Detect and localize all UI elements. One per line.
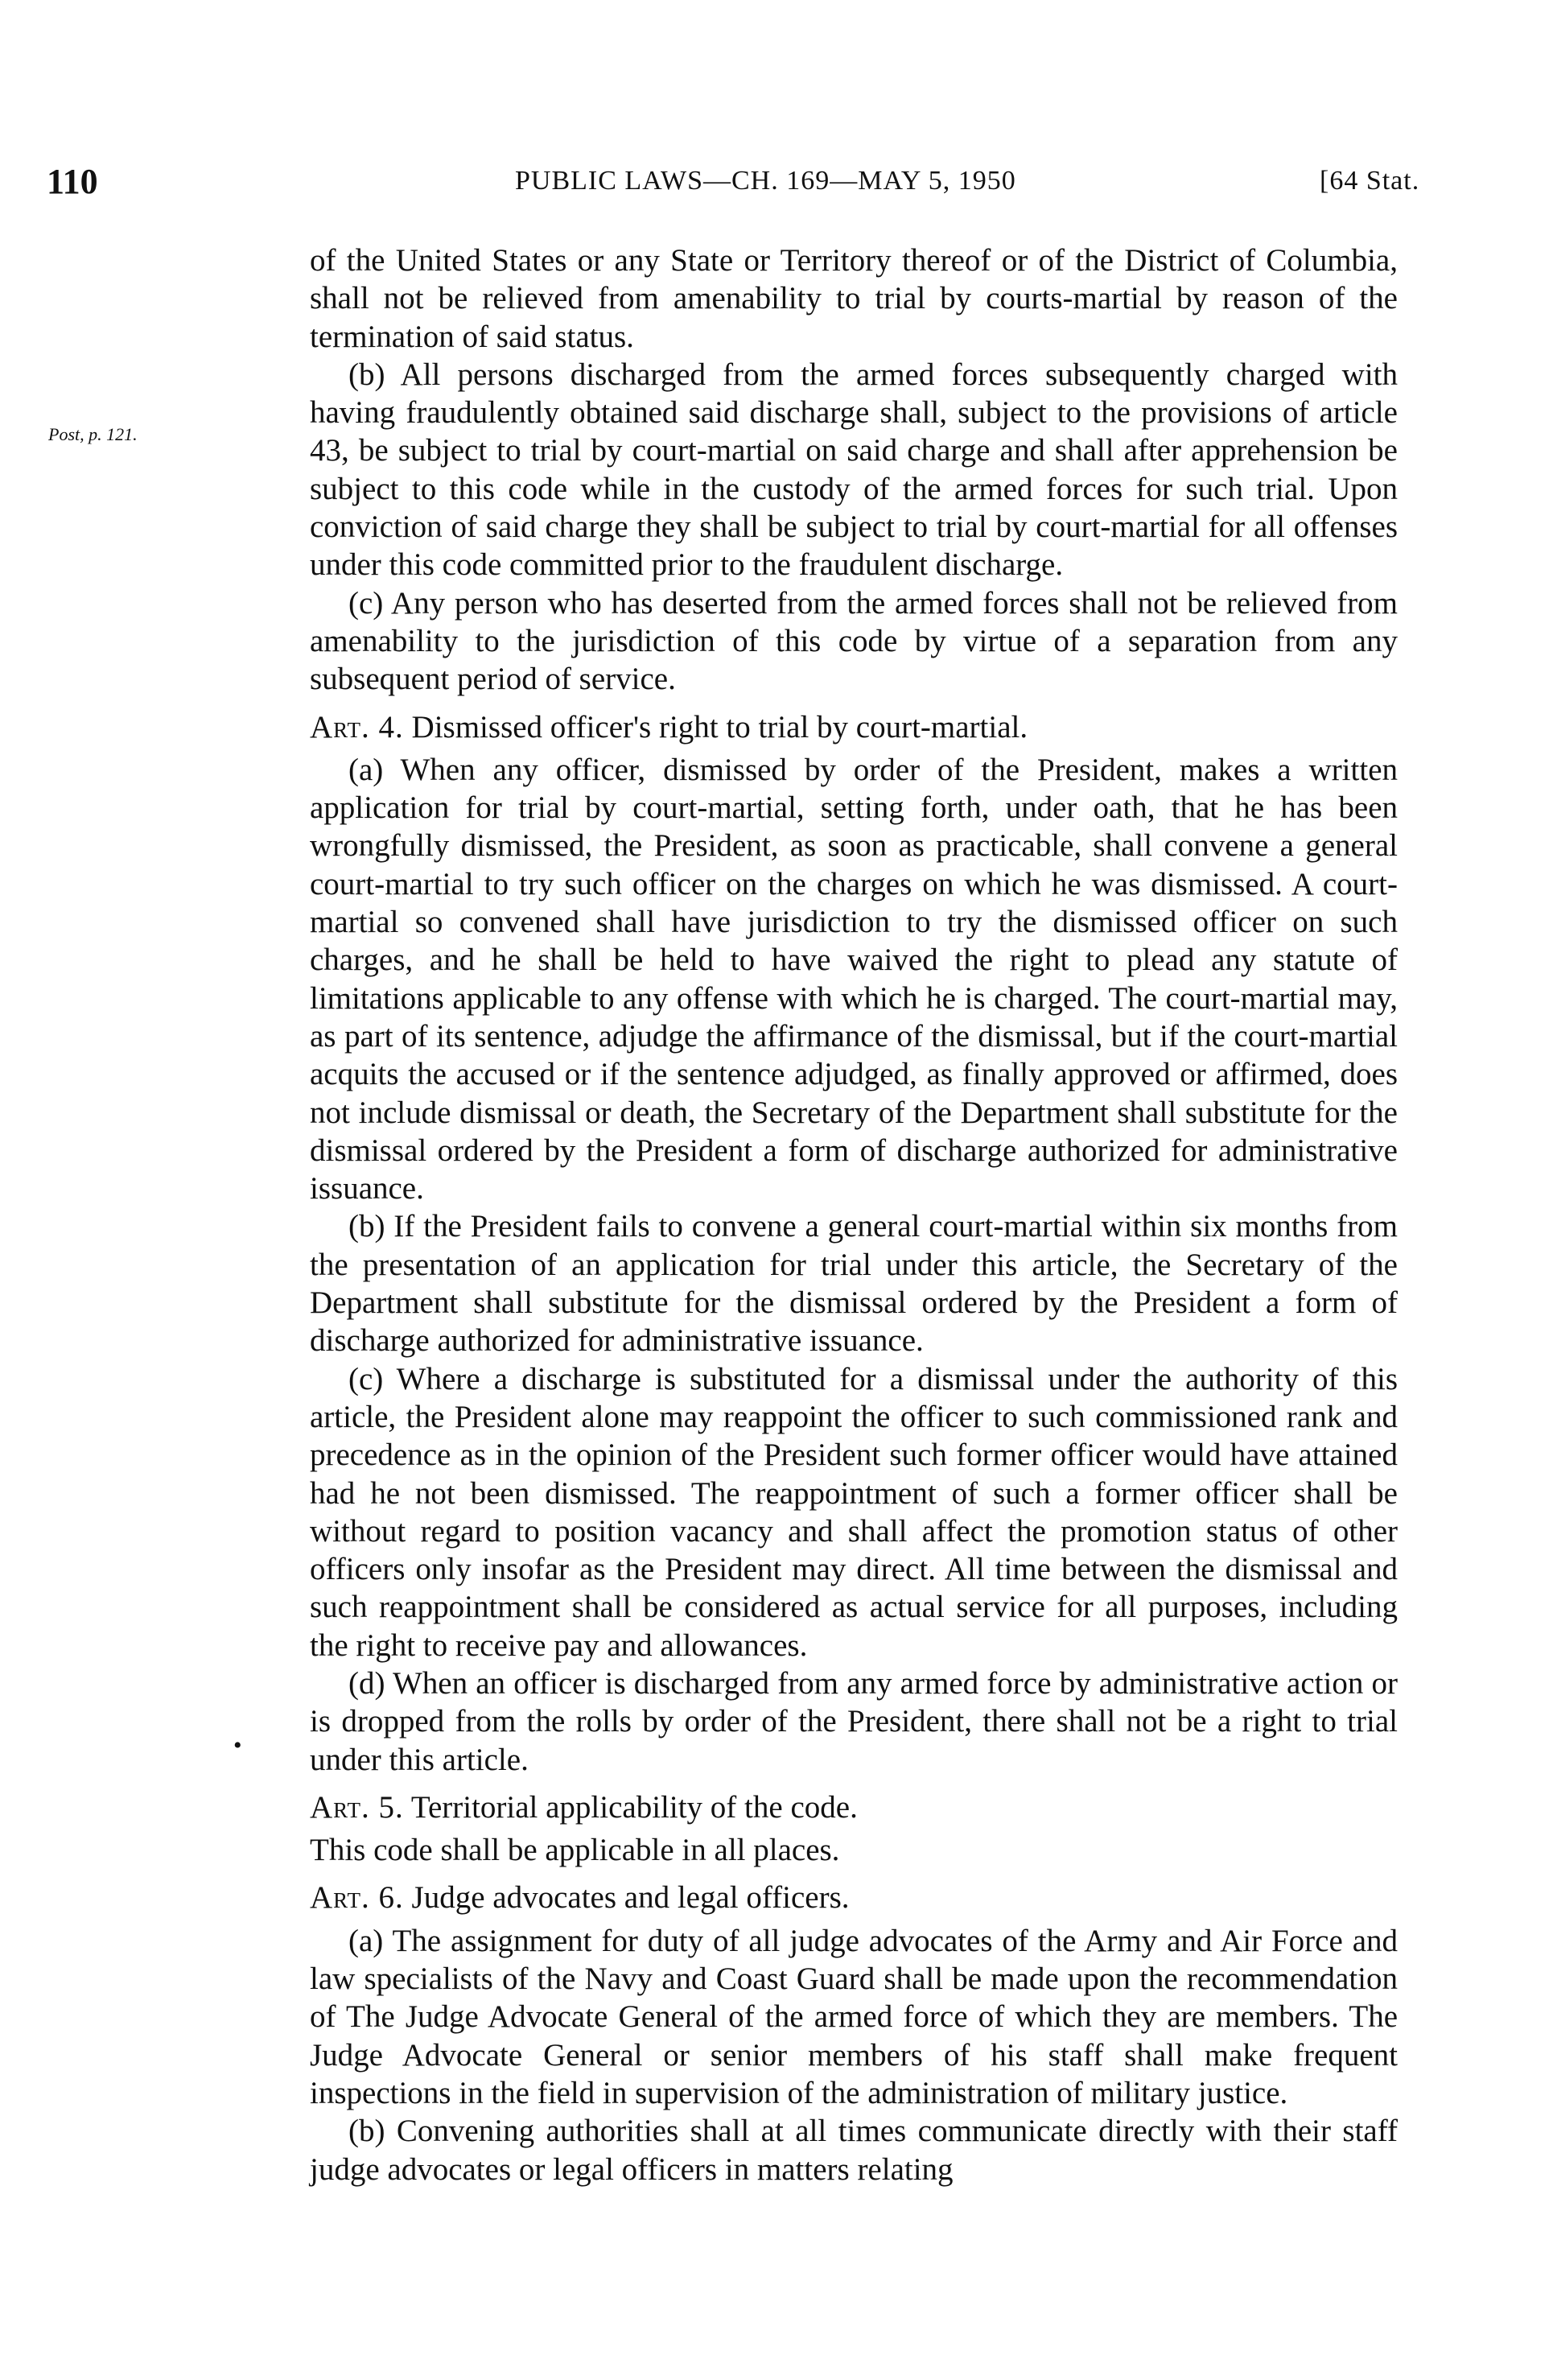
paragraph-4d: (d) When an officer is discharged from any armed force by administrative action or is dropped from the rolls by order of the President, there shall not be a right to trial under this article. — [310, 1665, 1398, 1777]
page-header — [0, 161, 1553, 209]
paragraph-6b: (b) Convening authorities shall at all times communicate directly with their staff judge advocates or legal officers in matters relating — [310, 2114, 1398, 2187]
article-4-heading — [310, 708, 1398, 746]
paragraph-3c: (c) Any person who has deserted from the armed forces shall not be relieved from amenability to the jurisdiction of this code by virtue of a separation from any subsequent period of service. — [310, 585, 1398, 697]
body-text — [310, 241, 1398, 2188]
paragraph-5: This code shall be applicable in all places. — [310, 1833, 840, 1868]
statute-reference: [64 Stat. — [1320, 166, 1420, 196]
paragraph-4c: (c) Where a discharge is substituted for a dismissal under the authority of this article, the President alone may reappoint the officer to such commissioned rank and precedence as in the opinion of the President such former officer would have attained had he not been dismissed. The reappointment of such a former officer shall be without regard to position vacancy and shall affect the promotion status of other officers only insofar as the President may direct. All time between the dismissal and such reappointment shall be considered as actual service for all purposes, including the right to receive pay and allowances. — [310, 1361, 1398, 1663]
paragraph-4a: (a) When any officer, dismissed by order of the President, makes a written application for trial by court-martial, setting forth, under oath, that he has been wrongfully dismissed, the President, as soon as practicable, shall convene a general court-martial to try such officer on the charges on which he was dismissed. A court-martial so convened shall have jurisdiction to try the dismissed officer on such charges, and he shall be held to have waived the right to plead any statute of limitations applicable to any offense with which he is charged. The court-martial may, as part of its sentence, adjudge the affirmance of the dismissal, but if the court-martial acquits the accused or if the sentence adjudged, as finally approved or affirmed, does not include dismissal or death, the Secretary of the Department shall substitute for the dismissal ordered by the President a form of discharge authorized for administrative issuance. — [310, 752, 1398, 1206]
running-title: PUBLIC LAWS—CH. 169—MAY 5, 1950 — [515, 166, 1016, 196]
article-4-title: Dismissed officer's right to trial by court-martial. — [411, 709, 1028, 745]
paragraph-6a: (a) The assignment for duty of all judge advocates of the Army and Air Force and law specialists of the Navy and Coast Guard shall be made upon the recommendation of The Judge Advocate General of the armed force of which they are members. The Judge Advocate General or senior members of his staff shall make frequent inspections in the field in supervision of the administration of military justice. — [310, 1923, 1398, 2110]
paragraph-4b: (b) If the President fails to convene a general court-martial within six months from the presentation of an application for trial under this article, the Secretary of the Department shall substitute for the dismissal ordered by the President a form of discharge authorized for administrative issuance. — [310, 1209, 1398, 1359]
article-6-heading — [310, 1879, 1398, 1916]
article-6-title: Judge advocates and legal officers. — [411, 1880, 850, 1916]
paragraph-3b: (b) All persons discharged from the armed forces subsequently charged with having fraudulently obtained said discharge shall, subject to the provisions of article 43, be subject to trial by court-martial on said charge and shall after apprehension be subject to this code while in the custody of the armed forces for such trial. Upon conviction of said charge they shall be subject to trial by court-martial for all offenses under this code committed prior to the fraudulent discharge. — [310, 357, 1398, 583]
article-5-heading — [310, 1788, 1398, 1826]
paragraph-continuation: of the United States or any State or Territory thereof or of the District of Columbia, shall not be relieved from amenability to trial by courts-martial by reason of the termination of said status. — [310, 243, 1398, 354]
margin-dot: • — [233, 1732, 242, 1759]
article-6-label: Art. 6. — [310, 1880, 404, 1916]
article-5-label: Art. 5. — [310, 1789, 404, 1825]
article-5-title: Territorial applicability of the code. — [410, 1789, 858, 1825]
article-4-label: Art. 4. — [310, 709, 404, 745]
margin-note: Post, p. 121. — [48, 424, 138, 444]
page-number: 110 — [47, 162, 98, 201]
